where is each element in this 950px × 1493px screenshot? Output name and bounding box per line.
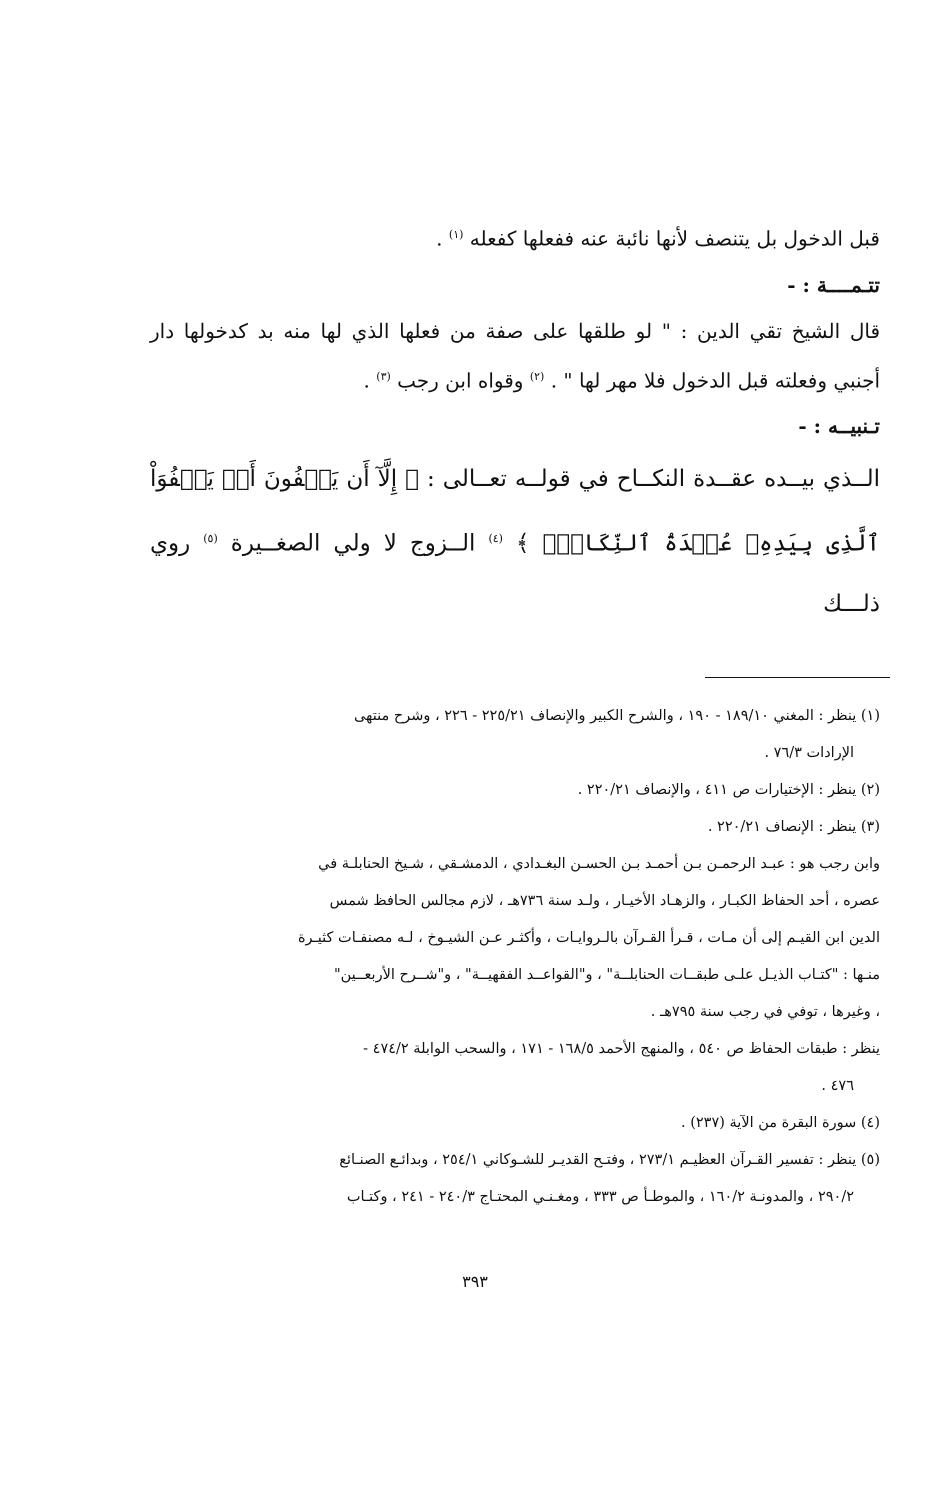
text-line: . [436, 226, 443, 251]
footnote-ref: (١) [448, 228, 464, 241]
page-number: ٣٩٣ [462, 1272, 488, 1291]
text-line: قبل الدخول بل يتنصف لأنها نائبة عنه ففعلها كفعله [469, 226, 880, 251]
footnote-4: (٤) سورة البقرة من الآية (٢٣٧) . [681, 1115, 880, 1131]
paragraph-1 [150, 212, 880, 262]
footnote-ref: (٤) [488, 532, 503, 546]
footnote-3-bio: وابن رجب هو : عبـد الرحمـن بـن أحمـد بـن الحسـن البغـدادي ، الدمشـقي ، شـيخ الحنابلـة في [318, 856, 880, 872]
footnote-3-bio: عصره ، أحد الحفاظ الكبـار ، والزهـاد الأخيـار ، ولـد سنة ٧٣٦هـ ، لازم مجالس الحافظ شمس [329, 893, 880, 909]
footnote-3: (٣) ينظر : الإنصاف ٢٢٠/٢١ . [707, 819, 880, 835]
text-line: أجنبي وفعلته قبل الدخول فلا مهر لها " . [550, 368, 880, 393]
text-line: الــزوج لا ولي الصغــيرة [230, 530, 476, 557]
footnote-5: (٥) ينظر : تفسير القـرآن العظيـم ٢٧٣/١ ، وفتـح القديـر للشـوكاني ٢٥٤/١ ، وبدائـع الصنـائع [339, 1152, 880, 1168]
footnote-1: (١) ينظر : المغني ١٨٩/١٠ - ١٩٠ ، والشرح الكبير والإنصاف ٢٢٥/٢١ - ٢٢٦ ، وشرح منتهى [353, 708, 880, 724]
footnote-2: (٢) ينظر : الإختيارات ص ٤١١ ، والإنصاف ٢٢٠/٢١ . [577, 782, 880, 798]
paragraph-3-line-2 [150, 509, 880, 634]
text-line: روي ذلـــك [150, 530, 880, 617]
footnote-ref: (٣) [376, 369, 391, 383]
paragraph-3-line-1: الــذي بيــده عقــدة النكــاح في قولــه تعــالى : ﴿ إِلَّآ أَن يَعۡفُونَ أَوۡ يَعۡفُوَاْ [150, 466, 880, 493]
footnote-3-bio: منـها : "كتـاب الذيـل علـى طبقــات الحنابلــة" ، و"القواعــد الفقهيــة" ، و"شــرح الأربعــين" [333, 967, 880, 983]
quran-verse: ٱلَّذِى بِيَدِهِۦ عُقۡدَةُ ٱلنِّكَاحِۚ ﴾ [515, 530, 881, 557]
footnote-ref: (٥) [203, 532, 218, 546]
footnote-ref: (٢) [529, 369, 545, 383]
text-line: وقواه ابن رجب [397, 368, 524, 393]
text-line: . [363, 368, 370, 393]
footnote-3-sources-cont: ٤٧٦ . [821, 1078, 854, 1094]
paragraph-2-line-1: قال الشيخ تقي الدين : " لو طلقها على صفة من فعلها الذي لها منه بد كدخولها دار [150, 318, 881, 343]
main-text [150, 212, 880, 634]
footnote-1-cont: الإرادات ٧٦/٣ . [764, 745, 854, 761]
footnote-3-bio: ، وغيرها ، توفي في رجب سنة ٧٩٥هـ . [650, 1004, 880, 1020]
footnote-3-bio: الدين ابن القيـم إلى أن مـات ، قـرأ القـرآن بالـروايـات ، وأكثـر عـن الشيـوخ ، لـه مصنفـات كثيـرة [297, 930, 880, 946]
footnote-5-cont: ٢٩٠/٢ ، والمدونـة ١٦٠/٢ ، والموطـأ ص ٣٣٣ ، ومغـنـي المحتـاج ٢٤٠/٣ - ٢٤١ ، وكتـاب [346, 1189, 854, 1205]
section-heading-completion: تتـمــــة : - [787, 272, 880, 297]
footnote-3-sources: ينظر : طبقات الحفاظ ص ٥٤٠ ، والمنهج الأحمد ١٦٨/٥ - ١٧١ ، والسحب الوابلة ٤٧٤/٢ - [363, 1041, 880, 1057]
section-heading-note: تـنبيــه : - [798, 414, 880, 439]
paragraph-2-line-2 [150, 354, 880, 404]
footnotes [150, 698, 880, 1216]
